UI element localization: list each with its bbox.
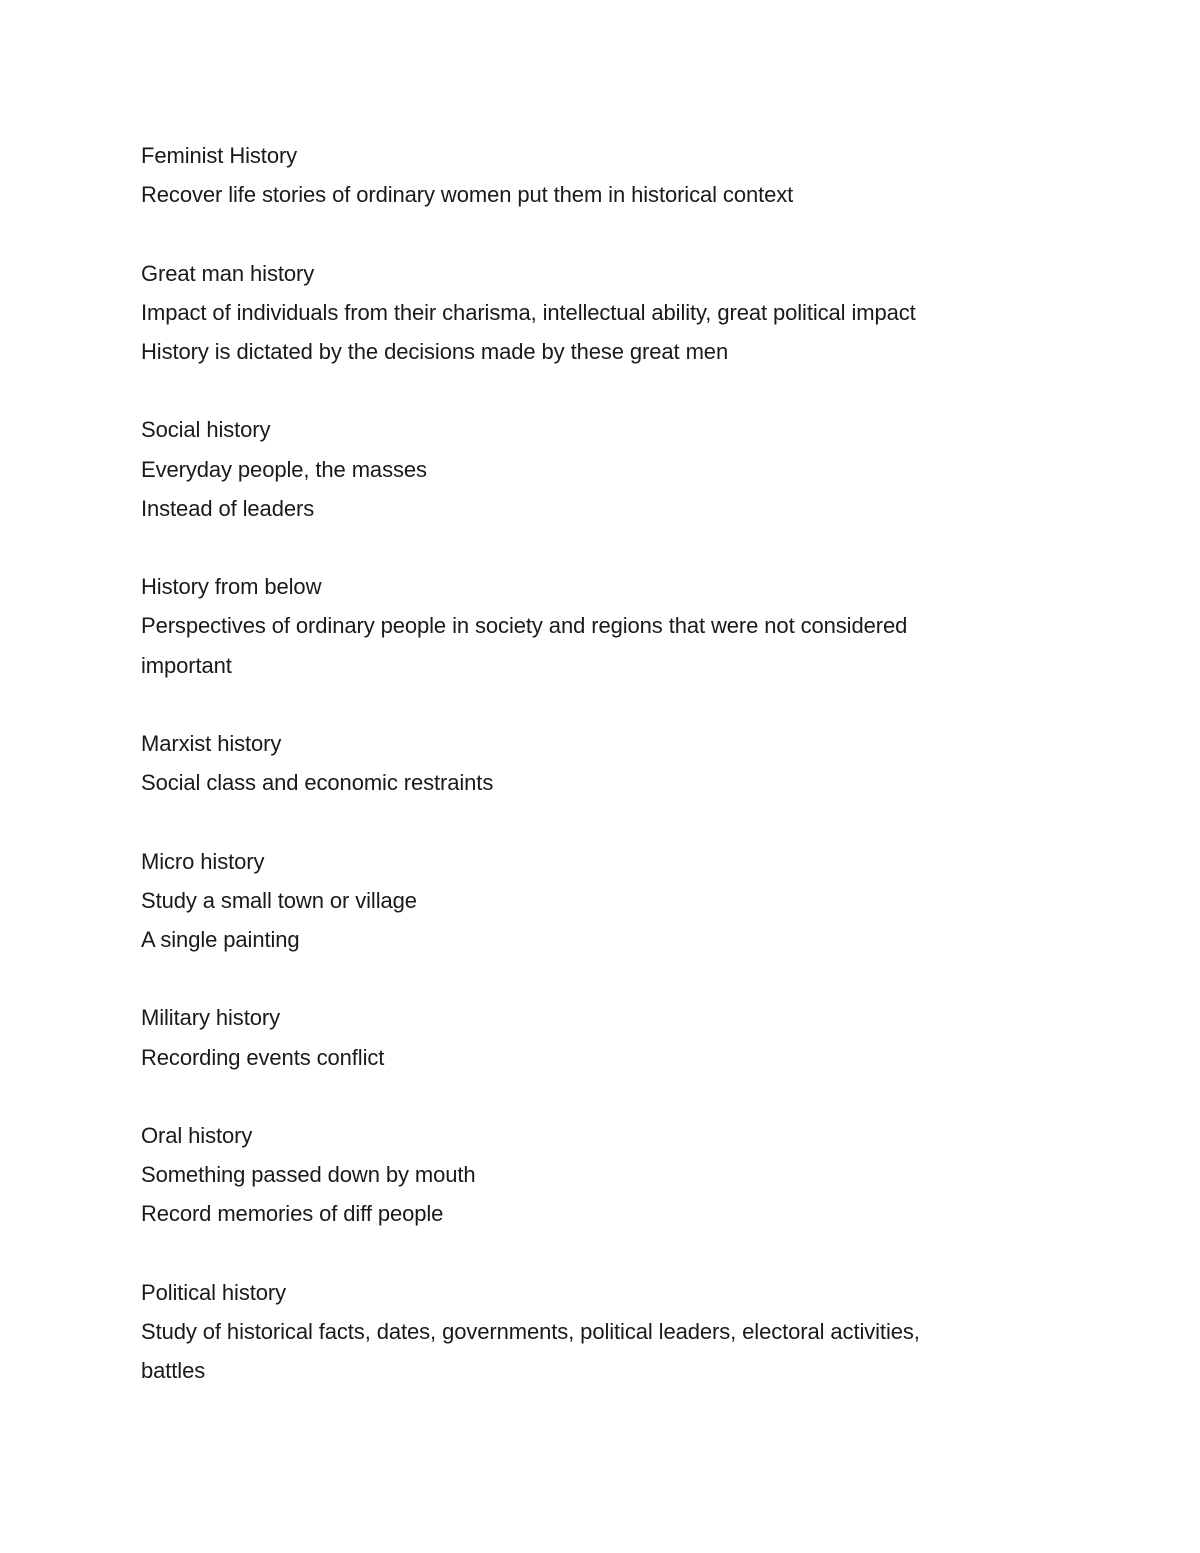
blank-line bbox=[141, 802, 1061, 841]
blank-line bbox=[141, 371, 1061, 410]
text-line: Impact of individuals from their charisma, intellectual ability, great political impact bbox=[141, 299, 916, 325]
text-line: Great man history bbox=[141, 260, 315, 286]
text-line: History is dictated by the decisions made by these great men bbox=[141, 339, 729, 364]
text-line: Social class and economic restraints bbox=[141, 770, 494, 796]
text-line: important bbox=[141, 652, 232, 678]
document-body bbox=[141, 136, 1061, 1390]
blank-line bbox=[141, 1234, 1061, 1273]
blank-line bbox=[141, 528, 1061, 567]
text-line: Military history bbox=[141, 1005, 280, 1031]
text-line: battles bbox=[141, 1358, 206, 1384]
text-line: Recover life stories of ordinary women put them in historical context bbox=[141, 182, 794, 208]
text-line: A single painting bbox=[141, 926, 300, 952]
text-line: History from below bbox=[141, 574, 322, 600]
text-line: Record memories of diff people bbox=[141, 1201, 444, 1227]
blank-line bbox=[141, 1077, 1061, 1116]
text-line: Oral history bbox=[141, 1122, 253, 1148]
blank-line bbox=[141, 959, 1061, 998]
text-line: Study a small town or village bbox=[141, 887, 417, 913]
text-line: Instead of leaders bbox=[141, 495, 315, 521]
text-line: Social history bbox=[141, 417, 271, 443]
text-line: Political history bbox=[141, 1279, 287, 1305]
blank-line bbox=[141, 214, 1061, 253]
text-line: Perspectives of ordinary people in society and regions that were not considered bbox=[141, 613, 908, 639]
blank-line bbox=[141, 685, 1061, 724]
text-line: Study of historical facts, dates, governments, political leaders, electoral activities, bbox=[141, 1318, 920, 1344]
text-line: Feminist History bbox=[141, 143, 298, 168]
text-line: Micro history bbox=[141, 848, 265, 874]
text-line: Something passed down by mouth bbox=[141, 1162, 476, 1188]
text-line: Everyday people, the masses bbox=[141, 456, 427, 482]
text-line: Recording events conflict bbox=[141, 1044, 385, 1070]
text-line: Marxist history bbox=[141, 730, 282, 756]
